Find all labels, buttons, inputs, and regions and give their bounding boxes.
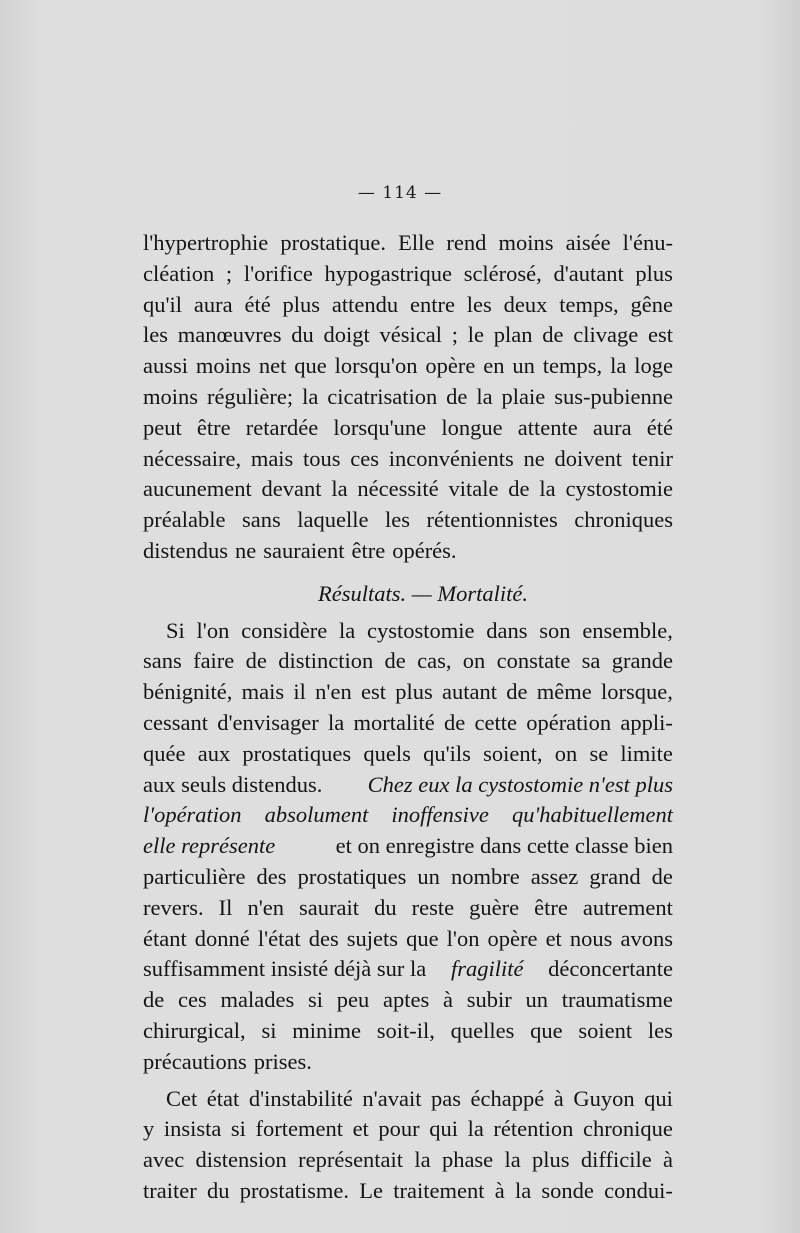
text-line: [143, 1084, 673, 1115]
word: on: [554, 740, 578, 766]
text-line: [143, 413, 673, 444]
word: être: [351, 537, 386, 563]
word: autant: [442, 679, 498, 705]
word: assez: [530, 863, 579, 889]
word: en: [483, 353, 505, 379]
word: de: [384, 648, 406, 674]
word: il: [293, 679, 306, 705]
word: nombre: [450, 863, 520, 889]
word: qu'ils: [423, 740, 471, 766]
text-line: [143, 259, 673, 290]
word: qu'habituellement: [511, 802, 673, 828]
word: hypogastrique: [324, 260, 453, 286]
word: tenir: [631, 445, 673, 471]
text-line: [143, 893, 673, 924]
word: subir: [466, 987, 512, 1013]
word: opérés.: [392, 537, 457, 563]
word: la: [302, 383, 319, 409]
word: l'opération: [143, 802, 242, 828]
word: phase: [441, 1147, 494, 1173]
word: considère: [241, 617, 328, 643]
text-line: [143, 800, 673, 831]
word: attendu: [331, 291, 399, 317]
section-heading: Résultats. — Mortalité.: [318, 580, 528, 606]
word: état: [206, 1085, 240, 1111]
italic-text-segment: elle représente: [143, 833, 276, 859]
word: aptes: [382, 987, 430, 1013]
word: et: [352, 1116, 369, 1142]
word: limite: [620, 740, 673, 766]
word: le: [467, 322, 484, 348]
word: traumatisme: [561, 987, 673, 1013]
word: quée: [143, 740, 186, 766]
word: ne: [523, 445, 545, 471]
word: la: [610, 353, 627, 379]
paragraph-2: [143, 616, 673, 1078]
word: manœuvres: [177, 322, 282, 348]
word: l'orifice: [243, 260, 313, 286]
word: temps,: [542, 353, 603, 379]
word: prostatisme.: [239, 1177, 350, 1203]
word: aisée: [565, 230, 611, 255]
text-line: [143, 1047, 673, 1078]
word: saurait: [299, 894, 360, 920]
word: plus: [395, 679, 433, 705]
word: de: [443, 709, 466, 735]
word: été: [244, 291, 271, 317]
word: l'on: [196, 617, 230, 643]
word: sonde: [541, 1177, 594, 1203]
word: peut: [143, 414, 182, 440]
word: que: [530, 1017, 563, 1043]
text-line: [143, 1016, 673, 1047]
word: se: [589, 740, 609, 766]
word: quels: [363, 740, 411, 766]
word: vésical: [379, 322, 442, 348]
word: ;: [225, 260, 233, 286]
word: échappé: [470, 1085, 545, 1111]
word: opération: [526, 709, 612, 735]
word: insista: [163, 1116, 222, 1142]
word: inconvénients: [388, 445, 514, 471]
word: précautions: [143, 1048, 247, 1074]
paragraph-1: [143, 228, 673, 567]
word: même: [536, 679, 592, 705]
word: Le: [359, 1177, 384, 1203]
word: cessant: [143, 709, 208, 735]
body-text: [143, 228, 673, 1207]
word: la: [539, 476, 556, 502]
word: malades: [220, 987, 295, 1013]
word: aura: [592, 414, 632, 440]
word: de: [446, 383, 468, 409]
word: la: [328, 709, 345, 735]
word: nous: [569, 925, 613, 951]
word: l'hypertrophie: [143, 230, 269, 255]
word: distinction: [278, 648, 374, 674]
word: appli-: [620, 709, 673, 735]
word: longue: [441, 414, 503, 440]
word: traitement: [393, 1177, 485, 1203]
word: aussi: [143, 353, 188, 379]
word: sans: [143, 648, 182, 674]
word: quelles: [450, 1017, 515, 1043]
text-line: [143, 770, 673, 801]
paragraph-3: [143, 1084, 673, 1207]
word: mais: [241, 679, 285, 705]
word: la: [467, 1116, 484, 1142]
word: qui: [429, 1116, 458, 1142]
word: représentait: [298, 1147, 404, 1173]
word: et: [545, 925, 562, 951]
page-number: — 114 —: [357, 183, 443, 203]
text-line: [143, 444, 673, 475]
text-line: [143, 862, 673, 893]
word: la: [331, 476, 348, 502]
word: si: [261, 1017, 277, 1043]
word: être: [196, 414, 231, 440]
word: sclérosé,: [463, 260, 542, 286]
word: sus-pubienne: [554, 383, 673, 409]
word: à: [553, 1085, 564, 1111]
word: plus: [532, 1147, 570, 1173]
word: rétentionnistes: [426, 507, 558, 533]
word: à: [442, 987, 453, 1013]
word: reste: [411, 894, 455, 920]
word: pour: [378, 1116, 420, 1142]
word: est: [647, 322, 673, 348]
word: difficile: [580, 1147, 652, 1173]
word: les: [647, 1017, 673, 1043]
word: sa: [581, 648, 601, 674]
text-segment: aux seuls distendus.: [143, 771, 323, 797]
word: rend: [446, 230, 487, 255]
word: du: [374, 894, 397, 920]
word: d'instabilité: [248, 1085, 353, 1111]
word: les: [466, 291, 492, 317]
word: plus: [282, 291, 321, 317]
word: laquelle: [297, 507, 369, 533]
word: ;: [451, 322, 458, 348]
word: lorsqu'on: [334, 353, 418, 379]
word: de: [245, 648, 267, 674]
text-line: [143, 474, 673, 505]
text-line: [143, 739, 673, 770]
text-line: [143, 505, 673, 536]
text-line: [143, 646, 673, 677]
word: minime: [292, 1017, 361, 1043]
word: fortement: [255, 1116, 343, 1142]
word: lorsqu'une: [333, 414, 427, 440]
word: l'état: [257, 925, 301, 951]
word: chroniques: [574, 507, 673, 533]
word: mais: [250, 445, 294, 471]
word: Il: [218, 894, 233, 920]
word: qui: [644, 1085, 673, 1111]
word: nécessaire,: [143, 445, 242, 471]
italic-text-segment: fragilité: [450, 956, 524, 982]
word: moins: [195, 353, 251, 379]
word: grande: [611, 648, 673, 674]
text-line: [143, 985, 673, 1016]
text-line: [143, 954, 673, 985]
word: un: [525, 987, 548, 1013]
word: Si: [166, 617, 185, 643]
word: cystostomie: [565, 476, 673, 502]
word: des: [308, 925, 339, 951]
word: aura: [193, 291, 233, 317]
word: de: [143, 987, 165, 1013]
word: doivent: [554, 445, 622, 471]
word: d'envisager: [217, 709, 319, 735]
word: bénignité,: [143, 679, 233, 705]
word: absolument: [264, 802, 369, 828]
word: distendus: [143, 537, 229, 563]
word: tous: [303, 445, 341, 471]
word: l'on: [446, 925, 480, 951]
word: cléation: [143, 260, 215, 286]
word: aux: [197, 740, 231, 766]
word: de: [651, 863, 673, 889]
word: un: [512, 353, 535, 379]
word: à: [663, 1147, 673, 1173]
word: constate: [496, 648, 571, 674]
word: peu: [336, 987, 370, 1013]
word: chronique: [582, 1116, 673, 1142]
word: de: [506, 679, 528, 705]
word: la: [339, 617, 356, 643]
word: grand: [589, 863, 641, 889]
text-line: [143, 382, 673, 413]
word: guère: [469, 894, 520, 920]
word: est: [360, 679, 386, 705]
word: qu'il: [143, 291, 183, 317]
word: temps,: [559, 291, 619, 317]
word: préalable: [143, 507, 226, 533]
word: gêne: [630, 291, 673, 317]
word: la: [414, 1147, 431, 1173]
word: des: [256, 863, 287, 889]
word: ces: [178, 987, 207, 1013]
word: avons: [620, 925, 673, 951]
word: que: [294, 353, 327, 379]
word: sujets: [346, 925, 399, 951]
word: retardée: [245, 414, 319, 440]
word: avec: [143, 1147, 185, 1173]
word: deux: [503, 291, 548, 317]
word: pas: [431, 1085, 461, 1111]
word: si: [230, 1116, 246, 1142]
word: la: [476, 383, 493, 409]
word: ne: [235, 537, 257, 563]
text-line: [143, 536, 673, 567]
word: aucunement: [143, 476, 252, 502]
word: n'en: [247, 894, 284, 920]
word: étant: [143, 925, 187, 951]
word: l'énu-: [622, 230, 673, 255]
word: on: [462, 648, 486, 674]
word: vitale: [448, 476, 499, 502]
word: dans: [486, 617, 528, 643]
word: rétention: [493, 1116, 574, 1142]
word: la: [514, 1177, 532, 1203]
word: que: [406, 925, 439, 951]
word: traiter: [143, 1177, 197, 1203]
word: les: [384, 507, 410, 533]
word: inoffensive: [391, 802, 489, 828]
text-line: [143, 924, 673, 955]
word: donné: [194, 925, 250, 951]
word: opère: [487, 925, 538, 951]
word: régulière;: [206, 383, 294, 409]
text-line: [143, 290, 673, 321]
word: autrement: [582, 894, 673, 920]
word: prostatiques: [242, 740, 352, 766]
word: sans: [241, 507, 281, 533]
word: n'avait: [362, 1085, 422, 1111]
word: plan: [493, 322, 533, 348]
word: du: [206, 1177, 230, 1203]
word: prostatique.: [280, 230, 386, 255]
word: Cet: [166, 1085, 198, 1111]
word: ensemble,: [582, 617, 673, 643]
text-segment: déconcertante: [548, 956, 673, 982]
word: de: [542, 322, 564, 348]
text-line: [143, 708, 673, 739]
word: de: [508, 476, 530, 502]
word: entre: [409, 291, 455, 317]
text-line: [143, 320, 673, 351]
word: opère: [425, 353, 476, 379]
word: distension: [195, 1147, 287, 1173]
text-line: [143, 351, 673, 382]
word: plus: [635, 260, 673, 286]
word: être: [534, 894, 568, 920]
word: prises.: [253, 1048, 312, 1074]
word: cicatrisation: [327, 383, 438, 409]
word: moins: [143, 383, 199, 409]
word: soient: [578, 1017, 633, 1043]
word: loge: [634, 353, 673, 379]
text-line: [143, 1176, 673, 1207]
word: moins: [498, 230, 554, 255]
word: chirurgical,: [143, 1017, 246, 1043]
word: doigt: [323, 322, 370, 348]
word: cas,: [417, 648, 452, 674]
italic-text-segment: Chez eux la cystostomie n'est plus: [367, 771, 673, 797]
text-line: [143, 677, 673, 708]
word: condui-: [604, 1177, 673, 1203]
word: particulière: [143, 863, 246, 889]
word: y: [143, 1116, 155, 1142]
word: nécessité: [357, 476, 439, 502]
word: soit-il,: [376, 1017, 435, 1043]
word: prostatiques: [297, 863, 407, 889]
word: cystostomie: [367, 617, 475, 643]
word: à: [494, 1177, 505, 1203]
word: si: [307, 987, 323, 1013]
word: faire: [193, 648, 235, 674]
text-segment: et on enregistre dans cette classe bien: [335, 833, 673, 859]
word: du: [291, 322, 314, 348]
word: clivage: [573, 322, 639, 348]
text-line: [143, 1114, 673, 1145]
text-line: [143, 616, 673, 647]
word: Guyon: [573, 1085, 635, 1111]
word: devant: [261, 476, 322, 502]
word: ces: [350, 445, 380, 471]
word: soient,: [483, 740, 543, 766]
word: son: [539, 617, 571, 643]
word: sauraient: [263, 537, 345, 563]
word: lorsque,: [601, 679, 673, 705]
word: la: [504, 1147, 521, 1173]
word: été: [646, 414, 673, 440]
word: un: [417, 863, 440, 889]
text-segment: suffisamment insisté déjà sur la: [143, 956, 427, 982]
word: revers.: [143, 894, 204, 920]
word: cette: [474, 709, 517, 735]
word: les: [143, 322, 168, 348]
text-line: [143, 1145, 673, 1176]
text-line: [143, 831, 673, 862]
word: n'en: [315, 679, 352, 705]
text-line: [143, 228, 673, 259]
word: net: [258, 353, 287, 379]
word: attente: [517, 414, 578, 440]
word: mortalité: [353, 709, 435, 735]
word: Elle: [398, 230, 435, 255]
word: d'autant: [553, 260, 624, 286]
word: plaie: [501, 383, 546, 409]
